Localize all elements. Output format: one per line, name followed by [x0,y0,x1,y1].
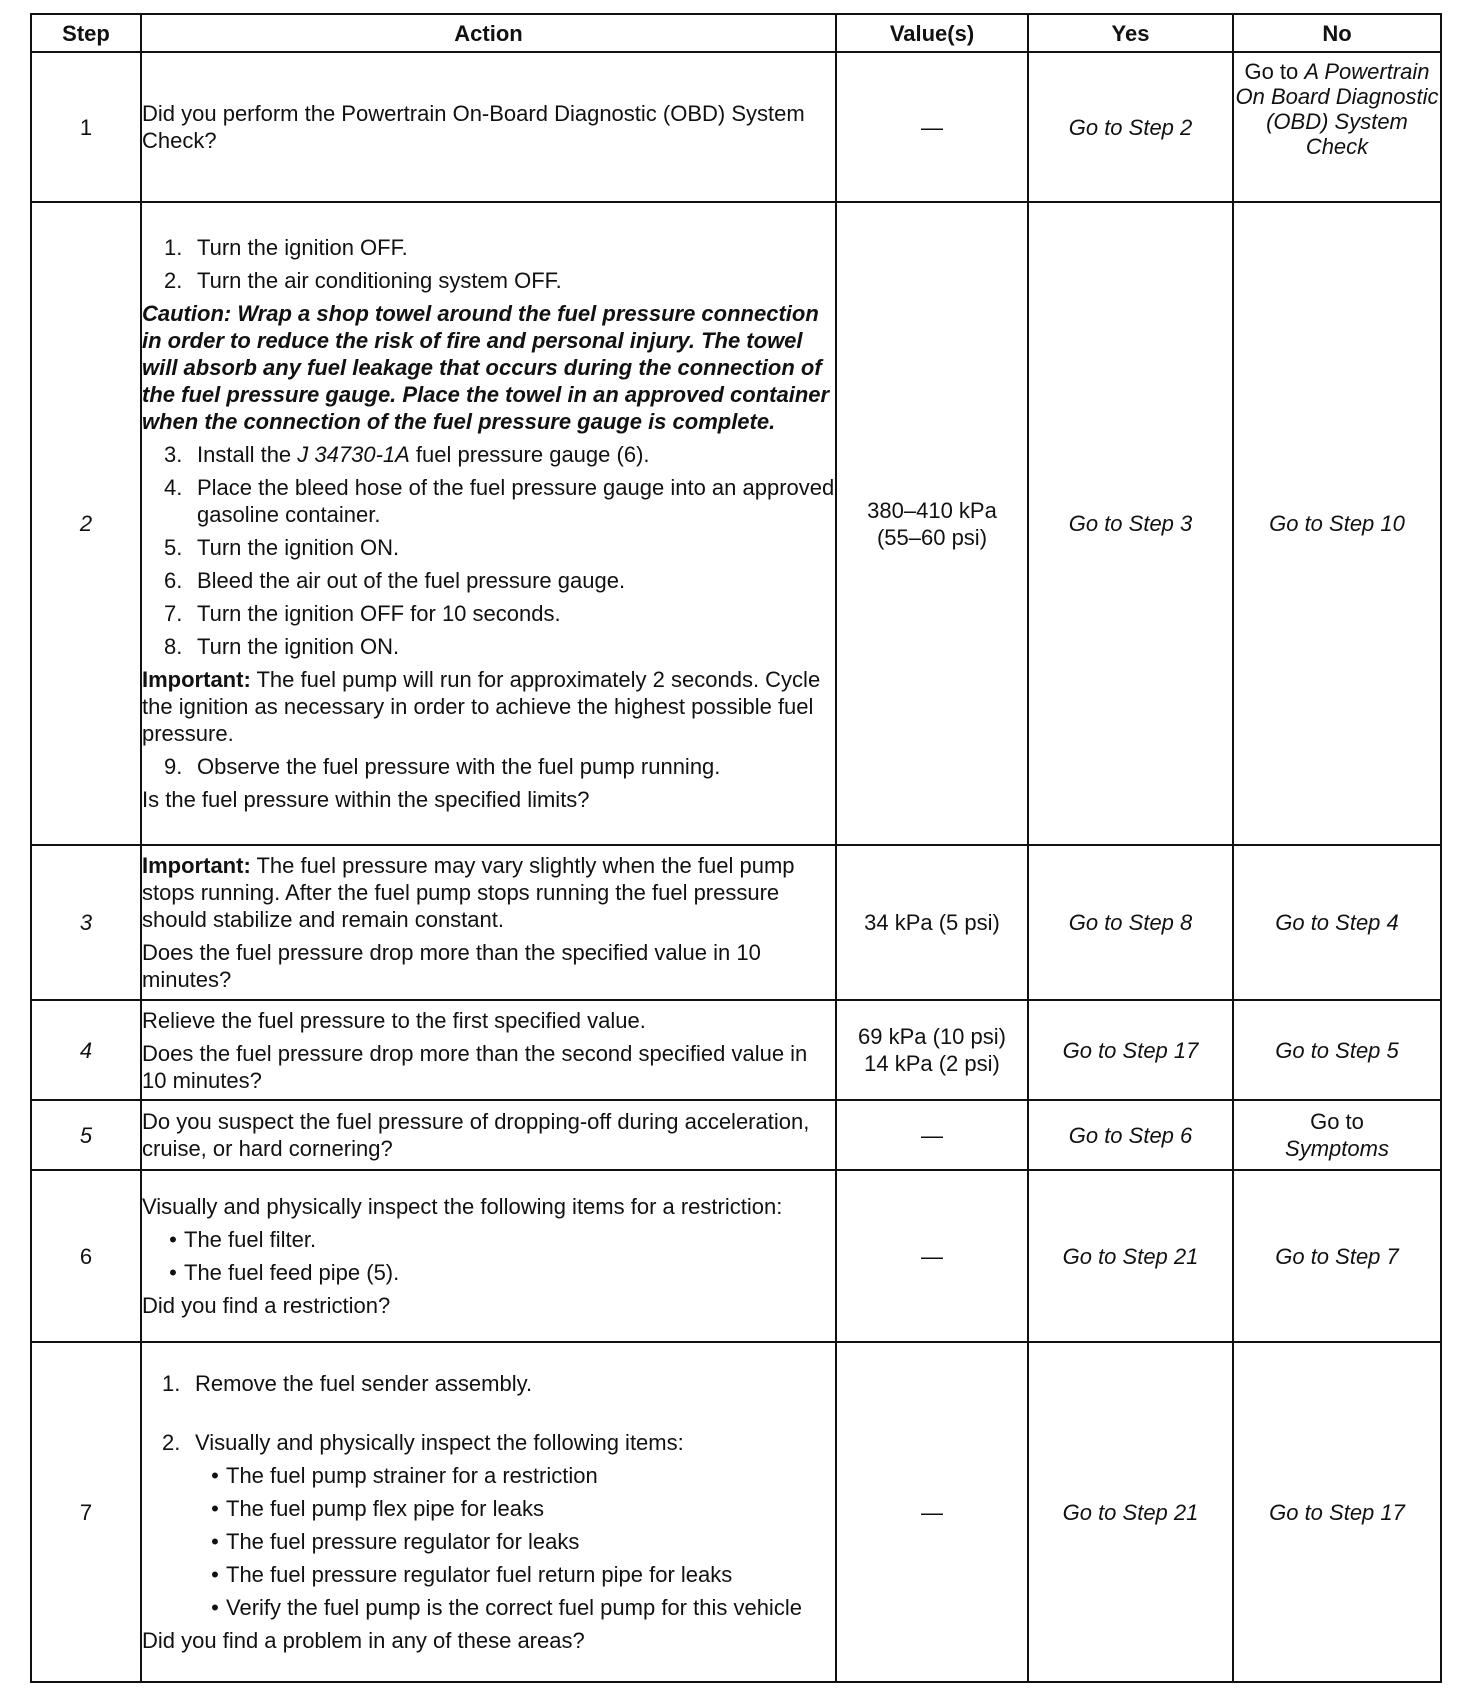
list-item: 2. Visually and physically inspect the following items: [162,1430,684,1455]
list-item: 2. Turn the air conditioning system OFF. [164,268,562,293]
caution-text: Caution: Wrap a shop towel around the fuel pressure connection in order to reduce the risk of fire and personal injury. The towel will absorb any fuel leakage that occurs during the connection of the fuel pressure gauge. Place the towel in an approved container when the connection of the fuel pressure gauge is complete. [142,301,830,434]
yes-link[interactable]: Go to Step 21 [1028,1342,1233,1682]
value-cell: — [836,1342,1028,1682]
no-link[interactable]: Go to Step 7 [1233,1170,1441,1342]
header-action: Action [141,14,836,52]
list-item: 3. Install the J 34730-1A fuel pressure gauge (6). [164,442,650,467]
list-item: 1. Turn the ignition OFF. [164,235,408,260]
action-cell [141,1170,836,1342]
step-number: 2 [31,202,141,845]
value-cell [836,202,1028,845]
no-link[interactable]: Go to Step 10 [1233,202,1441,845]
no-link[interactable]: A Powertrain On Board Diagnostic (OBD) System Check [1235,59,1439,159]
list-item: 1. Remove the fuel sender assembly. [162,1371,533,1396]
yes-link[interactable]: Go to Step 8 [1028,845,1233,1000]
list-item: • The fuel pressure regulator for leaks [211,1529,580,1554]
header-row [31,14,1441,52]
header-values: Value(s) [836,14,1028,52]
list-item: 6. Bleed the air out of the fuel pressure gauge. [164,568,626,593]
header-step: Step [31,14,141,52]
value-line: (55–60 psi) [876,524,988,550]
value-cell [836,1000,1028,1100]
tool-reference: J 34730-1A [297,442,410,467]
list-item: 8. Turn the ignition ON. [164,634,400,659]
instruction-text: Visually and physically inspect the following items for a restriction: [142,1194,783,1219]
list-item: • Verify the fuel pump is the correct fuel pump for this vehicle [211,1595,802,1620]
no-cell [1233,1100,1441,1170]
action-cell [141,845,836,1000]
question-text: Did you find a problem in any of these areas? [142,1628,585,1653]
value-cell: — [836,52,1028,202]
yes-link[interactable]: Go to Step 21 [1028,1170,1233,1342]
no-prefix: Go to [1244,59,1305,84]
list-item: • The fuel pump strainer for a restriction [211,1463,598,1488]
table-row-step-6 [31,1170,1441,1342]
list-item: 7. Turn the ignition OFF for 10 seconds. [164,601,561,626]
list-item: • The fuel pump flex pipe for leaks [211,1496,544,1521]
table-row-step-1 [31,52,1441,202]
table-row-step-2 [31,202,1441,845]
table-row-step-7 [31,1342,1441,1682]
step-number: 7 [31,1342,141,1682]
value-cell: — [836,1170,1028,1342]
no-link[interactable]: Go to Step 4 [1233,845,1441,1000]
value-line: 69 kPa (10 psi) [858,1024,1006,1049]
step-number: 4 [31,1000,141,1100]
list-item: • The fuel pressure regulator fuel return pipe for leaks [211,1562,733,1587]
value-line: 380–410 kPa [867,497,997,523]
list-item: 5. Turn the ignition ON. [164,535,400,560]
header-yes: Yes [1028,14,1233,52]
important-note: Important: The fuel pressure may vary slightly when the fuel pump stops running. After the fuel pump stops running the fuel pressure should stabilize and remain constant. [142,853,795,932]
no-link[interactable]: Go to Step 5 [1233,1000,1441,1100]
question-text: Do you suspect the fuel pressure of dropping-off during acceleration, cruise, or hard cornering? [142,1109,810,1161]
list-item: 9. Observe the fuel pressure with the fuel pump running. [164,754,721,779]
table-row-step-3 [31,845,1441,1000]
action-cell [141,202,836,845]
value-line: 14 kPa (2 psi) [864,1051,1000,1076]
question-text: Is the fuel pressure within the specified limits? [142,787,590,812]
action-cell [141,1100,836,1170]
table-row-step-4 [31,1000,1441,1100]
question-text: Did you find a restriction? [142,1293,391,1318]
table-row-step-5 [31,1100,1441,1170]
action-cell [141,52,836,202]
step-number: 5 [31,1100,141,1170]
yes-link[interactable]: Go to Step 3 [1028,202,1233,845]
header-no: No [1233,14,1441,52]
yes-link[interactable]: Go to Step 2 [1028,52,1233,202]
step-number: 6 [31,1170,141,1342]
question-text: Does the fuel pressure drop more than the specified value in 10 minutes? [142,940,761,992]
list-item: • The fuel feed pipe (5). [169,1260,400,1285]
no-link[interactable]: Symptoms [1285,1136,1389,1161]
value-cell: — [836,1100,1028,1170]
no-link[interactable]: Go to Step 17 [1233,1342,1441,1682]
question-text: Does the fuel pressure drop more than the second specified value in 10 minutes? [142,1040,808,1093]
list-item: 4. Place the bleed hose of the fuel pressure gauge into an approved gasoline container. [164,475,835,527]
question-text: Did you perform the Powertrain On-Board Diagnostic (OBD) System Check? [142,101,805,153]
no-cell [1233,52,1441,202]
step-number: 1 [31,52,141,202]
instruction-text: Relieve the fuel pressure to the first specified value. [142,1007,646,1033]
no-prefix: Go to [1310,1109,1364,1134]
important-note: Important: The fuel pump will run for approximately 2 seconds. Cycle the ignition as necessary in order to achieve the highest possible fuel pressure. [142,667,821,746]
diagnostic-table [30,13,1442,1683]
value-cell: 34 kPa (5 psi) [836,845,1028,1000]
step-number: 3 [31,845,141,1000]
action-cell [141,1000,836,1100]
yes-link[interactable]: Go to Step 6 [1028,1100,1233,1170]
list-item: • The fuel filter. [169,1227,317,1252]
action-cell [141,1342,836,1682]
yes-link[interactable]: Go to Step 17 [1028,1000,1233,1100]
